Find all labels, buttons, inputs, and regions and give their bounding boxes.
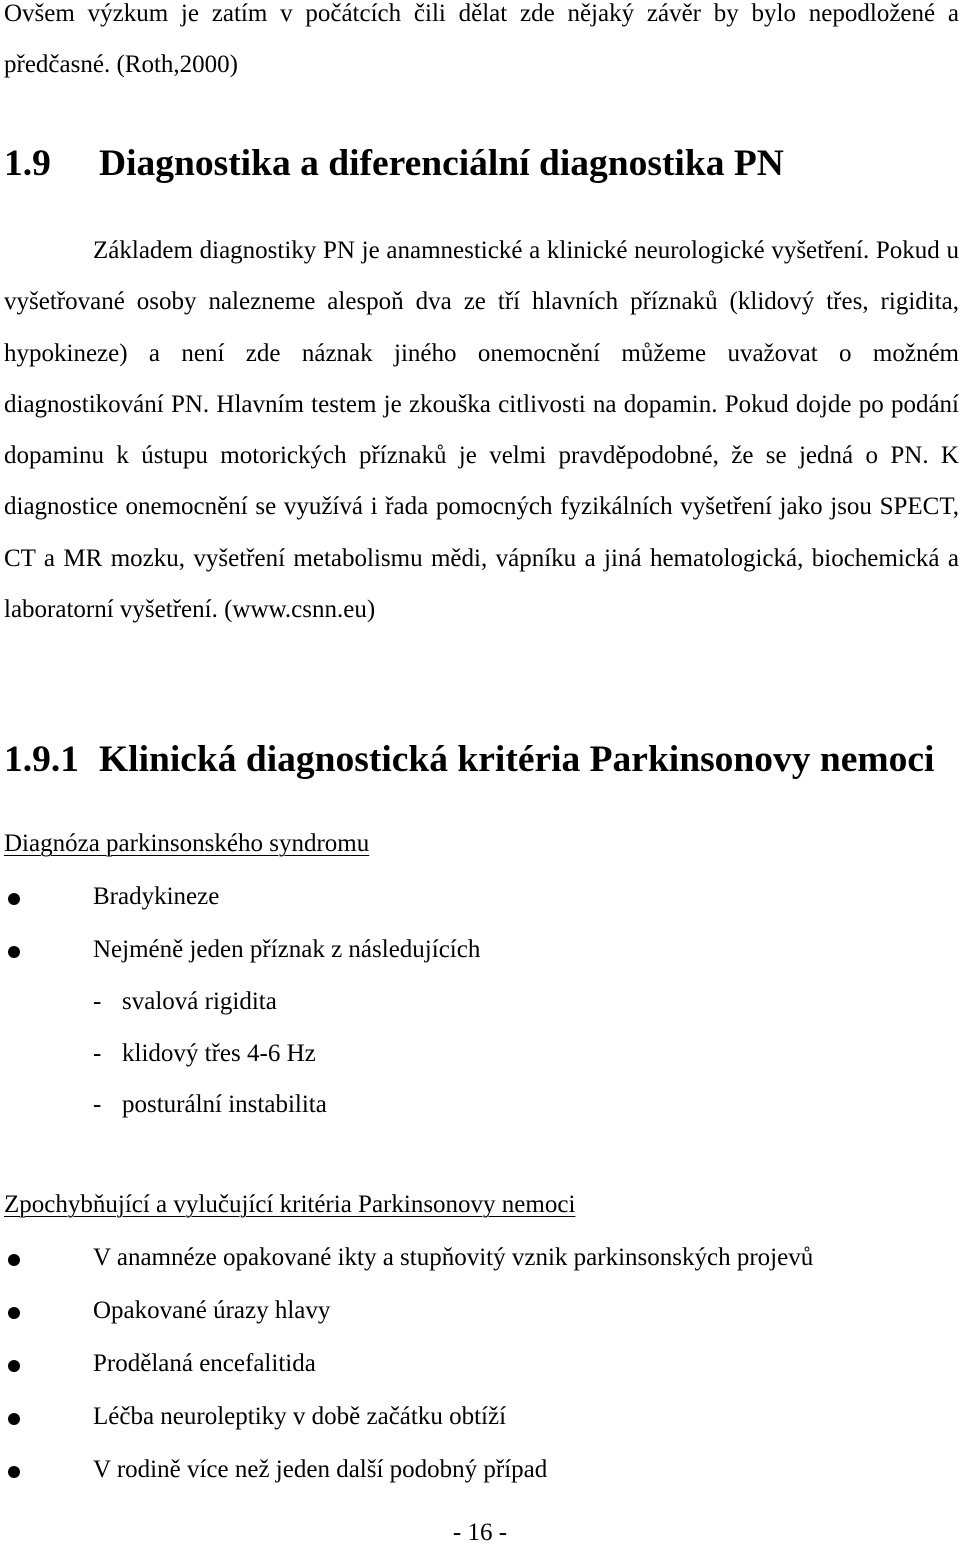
- intro-paragraph: Ovšem výzkum je zatím v počátcích čili dělat zde nějaký závěr by bylo nepodložené a předčasné. (Roth,2000): [4, 0, 959, 79]
- list-item: [0, 1241, 960, 1294]
- list-item: [0, 880, 960, 933]
- list-item-text: Prodělaná encefalitida: [93, 1350, 316, 1377]
- list-item: [0, 1347, 960, 1400]
- bullet-icon: [8, 1254, 20, 1266]
- list-item-text: Léčba neuroleptiky v době začátku obtíží: [93, 1403, 507, 1430]
- page-number: - 16 -: [452, 1519, 508, 1546]
- list-item-text: Bradykineze: [93, 883, 220, 910]
- section-heading-1-9: [4, 143, 784, 184]
- sublist-item-text: klidový třes 4-6 Hz: [122, 1039, 316, 1067]
- sublist-item-text: posturální instabilita: [122, 1091, 327, 1118]
- bullet-icon: [8, 893, 20, 905]
- list-item-text: V rodině více než jeden další podobný případ: [93, 1456, 548, 1483]
- exclusion-subheading: Zpochybňující a vylučující kritéria Parkinsonovy nemoci: [4, 1191, 576, 1218]
- list-item: [0, 1453, 960, 1506]
- section-title: Klinická diagnostická kritéria Parkinsonovy nemoci: [99, 739, 935, 780]
- dash-marker: -: [93, 1039, 102, 1067]
- list-item: [0, 1294, 960, 1347]
- syndrome-criteria-list: [0, 880, 960, 986]
- dash-marker: -: [93, 1091, 102, 1118]
- dash-marker: -: [93, 988, 102, 1015]
- sublist-item-text: svalová rigidita: [122, 988, 277, 1015]
- section-heading-1-9-1: [4, 739, 935, 780]
- list-item-text: V anamnéze opakované ikty a stupňovitý vznik parkinsonských projevů: [93, 1244, 814, 1271]
- bullet-icon: [8, 946, 20, 958]
- list-item-text: Nejméně jeden příznak z následujících: [93, 936, 481, 963]
- section-title: Diagnostika a diferenciální diagnostika PN: [99, 143, 784, 184]
- list-item: [0, 933, 960, 986]
- list-item: [0, 1400, 960, 1453]
- bullet-icon: [8, 1307, 20, 1319]
- list-item-text: Opakované úrazy hlavy: [93, 1297, 331, 1324]
- bullet-icon: [8, 1413, 20, 1425]
- section-number: 1.9.1: [4, 739, 79, 780]
- bullet-icon: [8, 1466, 20, 1478]
- exclusion-criteria-list: [0, 1241, 960, 1506]
- syndrome-subheading: Diagnóza parkinsonského syndromu: [4, 830, 370, 857]
- section-number: 1.9: [4, 143, 51, 184]
- bullet-icon: [8, 1360, 20, 1372]
- diagnostics-paragraph: Základem diagnostiky PN je anamnestické a klinické neurologické vyšetření. Pokud u vyšetřované osoby nalezneme alespoň dva ze tří hlavních příznaků (klidový třes, rigidita, hypokineze) a není zde náznak jiného onemocnění můžeme uvažovat o možném diagnostikování PN. Hlavním testem je zkouška citlivosti na dopamin. Pokud dojde po podání dopaminu k ústupu motorických příznaků je velmi pravděpodobné, že se jedná o PN. K diagnostice onemocnění se využívá i řada pomocných fyzikálních vyšetření jako jsou SPECT, CT a MR mozku, vyšetření metabolismu mědi, vápníku a jiná hematologická, biochemická a laboratorní vyšetření. (www.csnn.eu): [4, 237, 959, 624]
